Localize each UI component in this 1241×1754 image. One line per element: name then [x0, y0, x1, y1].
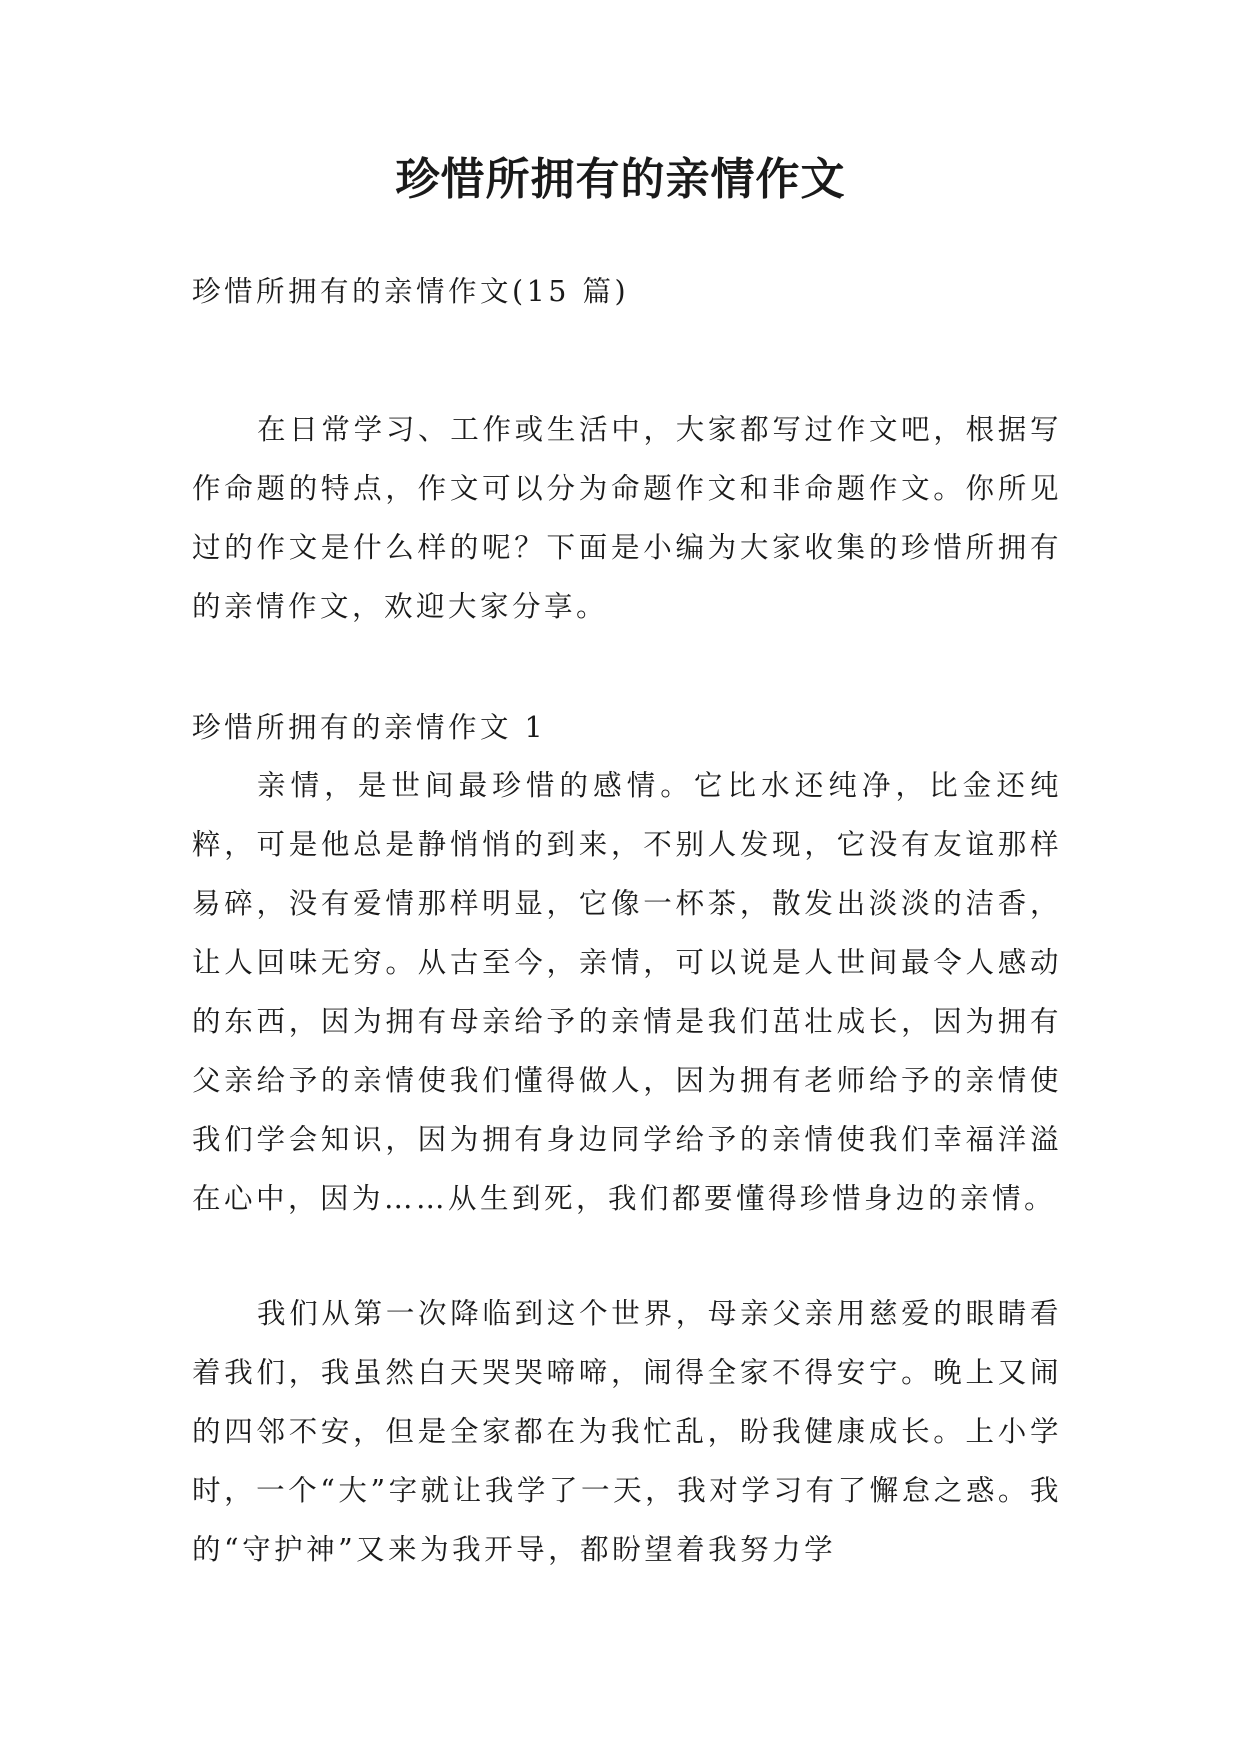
document-title: 珍惜所拥有的亲情作文 [395, 154, 846, 205]
essay-paragraph: 亲情，是世间最珍惜的感情。它比水还纯净，比金还纯粹，可是他总是静悄悄的到来，不别人发现，它没有友谊那样易碎，没有爱情那样明显，它像一杯茶，散发出淡淡的洁香，让人回味无穷。从古至今，亲情，可以说是人世间最令人感动的东西，因为拥有母亲给予的亲情是我们茁壮成长，因为拥有父亲给予的亲情使我们懂得做人，因为拥有老师给予的亲情使我们学会知识，因为拥有身边同学给予的亲情使我们幸福洋溢在心中，因为……从生到死，我们都要懂得珍惜身边的亲情。 [192, 769, 1062, 1215]
essay-heading: 珍惜所拥有的亲情作文 1 [192, 711, 547, 744]
document-subtitle: 珍惜所拥有的亲情作文(15 篇) [192, 275, 630, 308]
intro-paragraph: 在日常学习、工作或生活中，大家都写过作文吧，根据写作命题的特点，作文可以分为命题作文和非命题作文。你所见过的作文是什么样的呢？下面是小编为大家收集的珍惜所拥有的亲情作文，欢迎大家分享。 [192, 413, 1062, 623]
essay-paragraph: 我们从第一次降临到这个世界，母亲父亲用慈爱的眼睛看着我们，我虽然白天哭哭啼啼，闹得全家不得安宁。晚上又闹的四邻不安，但是全家都在为我忙乱，盼我健康成长。上小学时，一个“大”字就让我学了一天，我对学习有了懈怠之惑。我的“守护神”又来为我开导，都盼望着我努力学 [192, 1297, 1062, 1566]
